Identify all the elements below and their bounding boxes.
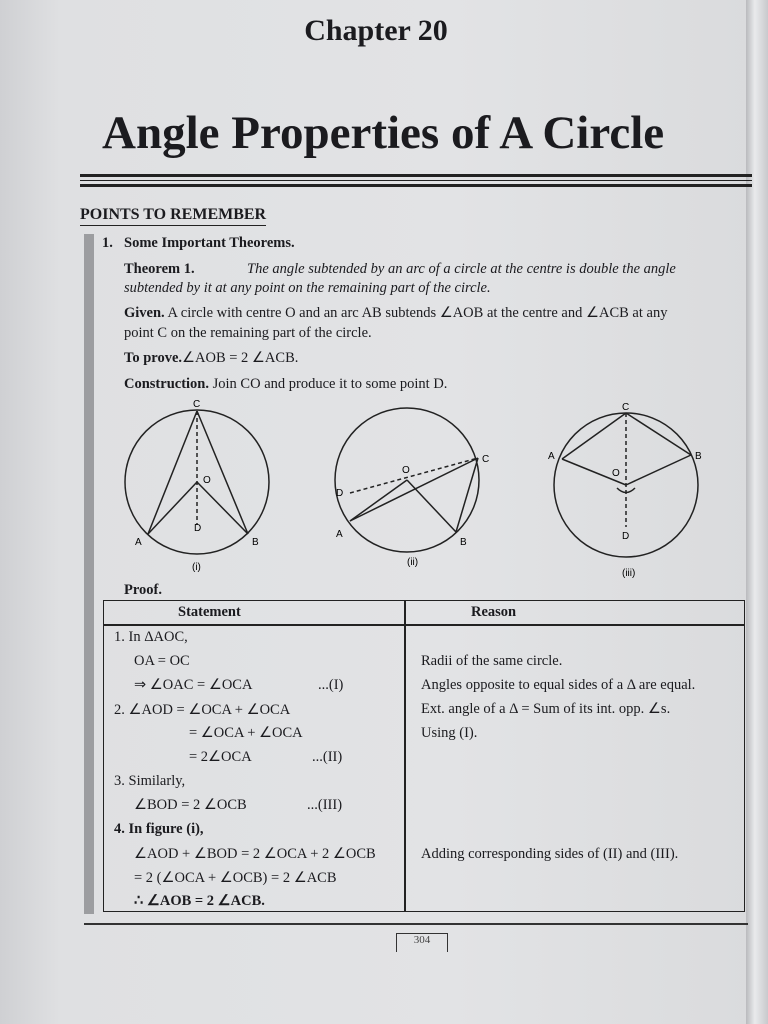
- proof-table: [103, 600, 745, 912]
- fig2-caption: (ii): [407, 557, 419, 568]
- statement-1-heading: 1. In ΔAOC,: [114, 629, 188, 645]
- statement-1-line1: OA = OC: [134, 653, 190, 669]
- statement-4-heading: 4. In figure (i),: [114, 821, 204, 837]
- section-number: 1.: [102, 235, 113, 251]
- fig2-label-d: D: [336, 488, 344, 499]
- table-header-divider: [104, 624, 744, 626]
- title-rule-bottom: [80, 184, 752, 187]
- given-label: Given.: [124, 305, 165, 321]
- reason-2: Angles opposite to equal sides of a Δ are equal.: [421, 677, 696, 693]
- proof-label: Proof.: [124, 582, 162, 598]
- statement-3-ref: ...(III): [307, 797, 343, 813]
- fig3-caption: (iii): [622, 568, 636, 579]
- statement-1-ref: ...(I): [318, 677, 344, 693]
- fig1-label-c: C: [193, 399, 201, 410]
- fig3-label-a: A: [548, 451, 555, 462]
- construction-label: Construction.: [124, 376, 209, 392]
- statement-3-line1: ∠BOD = 2 ∠OCB: [134, 797, 247, 813]
- statement-2-line3: = 2∠OCA: [189, 749, 252, 765]
- to-prove-text: ∠AOB = 2 ∠ACB.: [182, 350, 299, 366]
- statement-2-line2: = ∠OCA + ∠OCA: [189, 725, 303, 741]
- title-rule-top: [80, 174, 752, 177]
- statement-2-ref: ...(II): [312, 749, 343, 765]
- footer-rule: [84, 923, 748, 925]
- section-label: Some Important Theorems.: [124, 235, 295, 251]
- construction-line: [124, 373, 447, 396]
- statement-4-line1: ∠AOD + ∠BOD = 2 ∠OCA + 2 ∠OCB: [134, 846, 376, 862]
- theorem-text-line2: subtended by it at any point on the remaining part of the circle.: [124, 280, 491, 296]
- theorem-figures: [110, 395, 710, 585]
- fig2-label-c: C: [482, 454, 490, 465]
- chapter-heading: Chapter 20: [304, 14, 448, 47]
- statement-2-line1: 2. ∠AOD = ∠OCA + ∠OCA: [114, 702, 291, 718]
- fig1-label-a: A: [135, 537, 142, 548]
- theorem-text-line1: The angle subtended by an arc of a circle at the centre is double the angle: [247, 261, 676, 277]
- fig1-label-o: O: [203, 475, 211, 486]
- given-text-2: point C on the remaining part of the circle.: [124, 325, 372, 341]
- page-number: 304: [396, 933, 448, 952]
- fig2-label-o: O: [402, 465, 410, 476]
- fig3-label-c: C: [622, 402, 630, 413]
- reason-5: Adding corresponding sides of (II) and (III).: [421, 846, 679, 862]
- statement-4-conclusion: ∴ ∠AOB = 2 ∠ACB.: [134, 893, 265, 909]
- statement-1-line2: ⇒ ∠OAC = ∠OCA: [134, 677, 253, 693]
- title-rule-mid: [80, 180, 752, 181]
- fig1-label-d: D: [194, 523, 202, 534]
- given-text-1: A circle with centre O and an arc AB subtends ∠AOB at the centre and ∠ACB at any: [167, 305, 668, 321]
- header-reason: Reason: [471, 604, 517, 620]
- fig3-label-b: B: [695, 451, 702, 462]
- construction-text: Join CO and produce it to some point D.: [212, 376, 448, 392]
- section-sidebar-bar: [84, 234, 94, 914]
- reason-3: Ext. angle of a Δ = Sum of its int. opp. ∠s.: [421, 701, 671, 717]
- reason-1: Radii of the same circle.: [421, 653, 563, 669]
- figure-ii: [335, 408, 479, 552]
- fig3-label-o: O: [612, 468, 620, 479]
- points-heading: POINTS TO REMEMBER: [80, 206, 266, 226]
- theorem-label: Theorem 1.: [124, 261, 195, 277]
- header-statement: Statement: [178, 604, 241, 620]
- page-title: Angle Properties of A Circle: [102, 107, 665, 159]
- fig1-caption: (i): [192, 562, 201, 573]
- page-edge: [746, 0, 768, 1024]
- reason-4: Using (I).: [421, 725, 478, 741]
- to-prove-line: [124, 347, 298, 370]
- statement-4-line2: = 2 (∠OCA + ∠OCB) = 2 ∠ACB: [134, 870, 337, 886]
- fig2-label-b: B: [460, 537, 467, 548]
- fig1-label-b: B: [252, 537, 259, 548]
- fig3-label-d: D: [622, 531, 630, 542]
- table-column-divider: [404, 601, 406, 911]
- fig2-label-a: A: [336, 529, 343, 540]
- to-prove-label: To prove.: [124, 350, 183, 366]
- statement-3-heading: 3. Similarly,: [114, 773, 186, 789]
